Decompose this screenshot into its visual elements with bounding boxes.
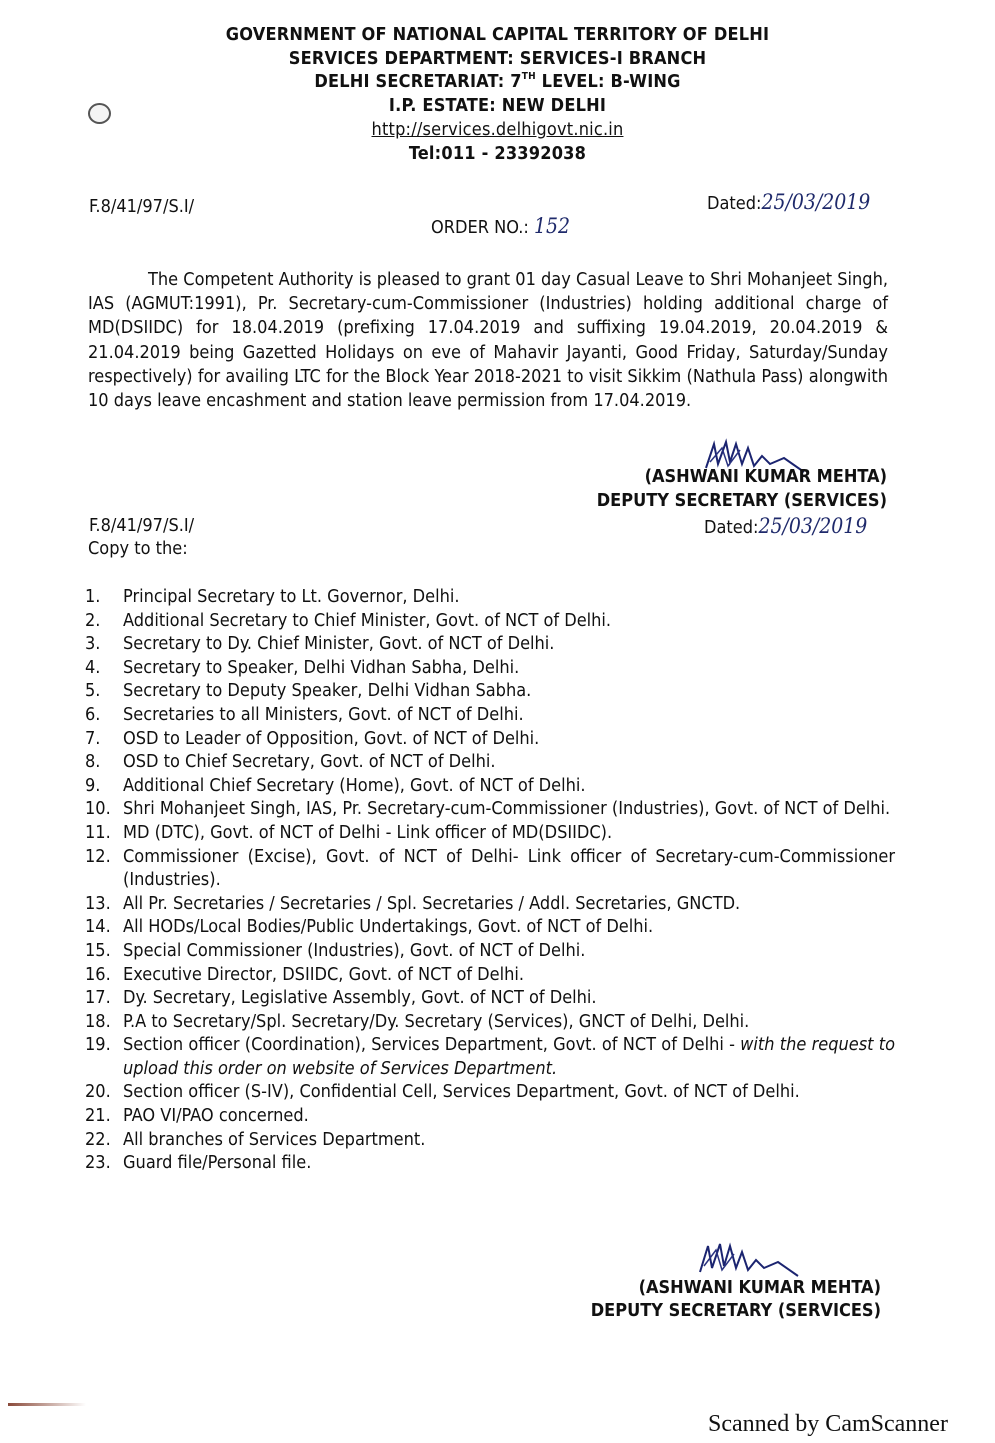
list-item: 22. All branches of Services Department. bbox=[85, 1128, 426, 1150]
signatory-designation-1: DEPUTY SECRETARY (SERVICES) bbox=[596, 490, 887, 511]
list-item: 8. OSD to Chief Secretary, Govt. of NCT of Delhi. bbox=[85, 751, 496, 773]
order-body-paragraph: The Competent Authority is pleased to grant 01 day Casual Leave to Shri Mohanjeet Singh, IAS (AGMUT:1991), Pr. Secretary-cum-Commissioner (Industries) holding additional charge of MD(DSIIDC) for 18.04.2019 (prefixing 17.04.2019 and suffixing 19.04.2019, 20.04.2019 & 21.04.2019 being Gazetted Holidays on eve of Mahavir Jayanti, Good Friday, Saturday/Sunday respectively) for availing LTC for the Block Year 2018-2021 to visit Sikkim (Nathula Pass) alongwith 10 days leave encashment and station leave permission from 17.04.2019. bbox=[88, 269, 888, 412]
list-item: 17. Dy. Secretary, Legislative Assembly, Govt. of NCT of Delhi. bbox=[85, 987, 597, 1009]
copy-date bbox=[704, 514, 867, 538]
order-number-label: ORDER NO.: bbox=[431, 217, 529, 238]
list-item: 6. Secretaries to all Ministers, Govt. of NCT of Delhi. bbox=[85, 703, 524, 725]
copy-heading: Copy to the: bbox=[88, 538, 188, 559]
list-item: 10. Shri Mohanjeet Singh, IAS, Pr. Secretary-cum-Commissioner (Industries), Govt. of NCT of Delhi. bbox=[85, 798, 891, 820]
list-item: 20. Section officer (S-IV), Confidential Cell, Services Department, Govt. of NCT of Delhi. bbox=[85, 1081, 800, 1103]
list-item: 5. Secretary to Deputy Speaker, Delhi Vidhan Sabha. bbox=[85, 680, 532, 702]
signature-scribble-icon bbox=[694, 1240, 814, 1280]
list-item: 1. Principal Secretary to Lt. Governor, Delhi. bbox=[85, 586, 460, 607]
list-item: 9. Additional Chief Secretary (Home), Govt. of NCT of Delhi. bbox=[85, 774, 586, 796]
order-number-handwritten: 152 bbox=[533, 214, 571, 238]
signatory-name-2: (ASHWANI KUMAR MEHTA) bbox=[638, 1277, 881, 1298]
header-department-line: SERVICES DEPARTMENT: SERVICES-I BRANCH bbox=[288, 48, 707, 69]
header-govt-line: GOVERNMENT OF NATIONAL CAPITAL TERRITORY OF DELHI bbox=[225, 24, 770, 45]
list-item: 4. Secretary to Speaker, Delhi Vidhan Sabha, Delhi. bbox=[85, 656, 520, 678]
scan-edge-mark bbox=[8, 1403, 86, 1406]
list-item-italic-note: with the request to upload this order on website of Services Department. bbox=[123, 1034, 896, 1079]
header-website-link[interactable]: http://services.delhigovt.nic.in bbox=[371, 119, 624, 140]
order-date-label: Dated: bbox=[707, 193, 762, 214]
list-item: 16. Executive Director, DSIIDC, Govt. of NCT of Delhi. bbox=[85, 963, 525, 985]
copy-file-number: F.8/41/97/S.I/ bbox=[89, 515, 195, 536]
list-item: 12. Commissioner (Excise), Govt. of NCT of Delhi- Link officer of Secretary-cum-Commissioner (Industries). bbox=[85, 845, 895, 891]
copy-recipient-list bbox=[85, 585, 895, 1175]
order-number bbox=[431, 214, 570, 238]
list-item: 19. Section officer (Coordination), Services Department, Govt. of NCT of Delhi - with the request to upload this order on website of Services Department. bbox=[85, 1034, 896, 1079]
signatory-name-1: (ASHWANI KUMAR MEHTA) bbox=[644, 466, 887, 487]
list-item: 13. All Pr. Secretaries / Secretaries / Spl. Secretaries / Addl. Secretaries, GNCTD. bbox=[85, 892, 741, 914]
header-estate-line: I.P. ESTATE: NEW DELHI bbox=[388, 95, 607, 116]
list-item: 11. MD (DTC), Govt. of NCT of Delhi - Link officer of MD(DSIIDC). bbox=[85, 821, 613, 843]
header-address-post: LEVEL: B-WING bbox=[535, 71, 681, 92]
order-file-number: F.8/41/97/S.I/ bbox=[89, 196, 195, 217]
list-item: 2. Additional Secretary to Chief Minister, Govt. of NCT of Delhi. bbox=[85, 609, 612, 631]
list-item: 15. Special Commissioner (Industries), Govt. of NCT of Delhi. bbox=[85, 939, 586, 961]
list-item: 18. P.A to Secretary/Spl. Secretary/Dy. Secretary (Services), GNCT of Delhi, Delhi. bbox=[85, 1010, 750, 1032]
list-item: 21. PAO VI/PAO concerned. bbox=[85, 1105, 309, 1127]
list-item: 7. OSD to Leader of Opposition, Govt. of NCT of Delhi. bbox=[85, 727, 540, 749]
list-item: 14. All HODs/Local Bodies/Public Undertakings, Govt. of NCT of Delhi. bbox=[85, 916, 654, 938]
copy-date-handwritten: 25/03/2019 bbox=[758, 514, 868, 538]
header-address-line bbox=[0, 71, 995, 92]
signatory-designation-2: DEPUTY SECRETARY (SERVICES) bbox=[590, 1300, 881, 1321]
scanner-watermark: Scanned by CamScanner bbox=[708, 1411, 948, 1437]
list-item: 3. Secretary to Dy. Chief Minister, Govt. of NCT of Delhi. bbox=[85, 633, 555, 655]
order-date-handwritten: 25/03/2019 bbox=[761, 190, 871, 214]
list-item: 23. Guard file/Personal file. bbox=[85, 1152, 312, 1174]
order-date bbox=[707, 190, 870, 214]
header-telephone: Tel:011 - 23392038 bbox=[408, 143, 587, 164]
header-address-pre: DELHI SECRETARIAT: 7 bbox=[314, 71, 522, 92]
header-address-sup: TH bbox=[521, 71, 536, 82]
copy-date-label: Dated: bbox=[704, 517, 759, 538]
